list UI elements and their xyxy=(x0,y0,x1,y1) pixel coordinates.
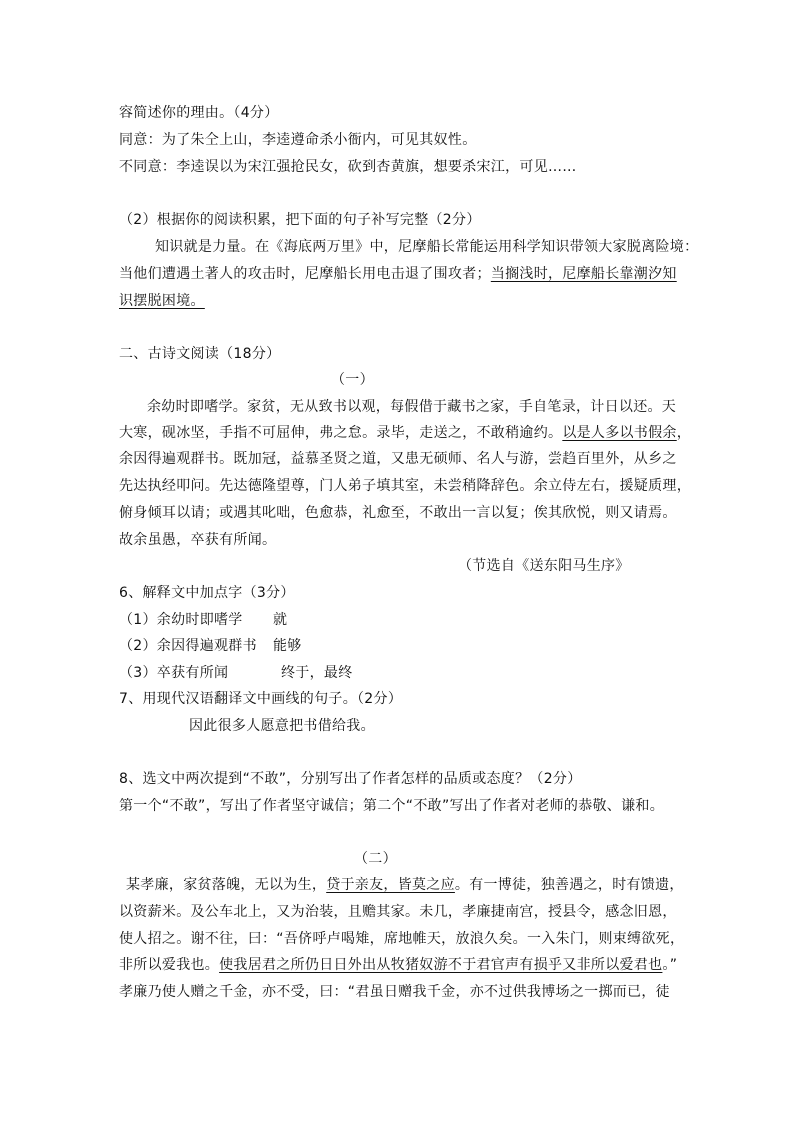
text1-line-1: 余幼时即嗜学。家贫，无从致书以观，每假借于藏书之家，手自笔录，计日以还。天 xyxy=(147,399,677,415)
q6-item-2-answer: 能够 xyxy=(273,638,302,654)
q6-item-2 xyxy=(119,637,257,655)
text1-line-4: 先达执经叩问。先达德隆望尊，门人弟子填其室，未尝稍降辞色。余立侍左右，援疑质理， xyxy=(119,478,691,494)
text2-line-2: 以资薪米。及公车北上，又为治装，且赡其家。未几，孝廉捷南宫，授县令，感念旧恩， xyxy=(119,904,677,920)
text1-line-5: 俯身倾耳以请；或遇其叱咄，色愈恭，礼愈至，不敢出一言以复；俟其欣悦，则又请焉。 xyxy=(119,505,677,521)
text2-l4-end: 。” xyxy=(662,957,678,973)
q-top-line-1: 容简述你的理由。（4分） xyxy=(119,105,279,121)
q6-item-3 xyxy=(119,664,228,682)
q6-item-1-question: （1）余幼时即嗜学 xyxy=(119,612,243,628)
q2-heading: （2）根据你的阅读积累，把下面的句子补写完整（2分） xyxy=(119,212,481,228)
text2-line-5: 孝廉乃使人赠之千金，亦不受，曰：“君虽日赠我千金，亦不过供我博场之一掷而已，徒 xyxy=(119,984,670,1000)
q8-answer: 第一个“不敢”，写出了作者坚守诚信；第二个“不敢”写出了作者对老师的恭敬、谦和。 xyxy=(119,798,665,814)
text1-l2-end: ， xyxy=(676,425,692,441)
q2-p2-underlined: 当搁浅时，尼摩船长靠潮汐知 xyxy=(490,266,677,282)
text1-line-6: 故余虽愚，卒获有所闻。 xyxy=(119,532,277,548)
text2-l4-plain: 非所以爱我也。 xyxy=(119,957,220,973)
text1-l2-underlined: 以是人多以书假余 xyxy=(562,425,677,441)
q6-heading: 6、解释文中加点字（3分） xyxy=(119,585,295,601)
q6-item-3-question: （3）卒获有所闻 xyxy=(119,665,229,681)
q6-item-1 xyxy=(119,611,243,629)
q2-p2-plain: 当他们遭遇土著人的攻击时，尼摩船长用电击退了围攻者； xyxy=(119,266,491,282)
text1-line-3: 余因得遍观群书。既加冠，益慕圣贤之道，又患无硕师、名人与游，尝趋百里外，从乡之 xyxy=(119,451,677,467)
text2-l1-underlined: 贷于亲友，皆莫之应 xyxy=(326,877,455,893)
q6-item-2-question: （2）余因得遍观群书 xyxy=(119,638,257,654)
text1-source: （节选自《送东阳马生序》 xyxy=(458,558,630,574)
subsection-1-title: （一） xyxy=(331,372,374,388)
section-2-heading: 二、古诗文阅读（18分） xyxy=(119,346,281,362)
q2-paragraph-1: 知识就是力量。在《海底两万里》中，尼摩船长常能运用科学知识带领大家脱离险境： xyxy=(155,239,699,255)
text2-line-3: 使人招之。谢不往，曰：“吾侪呼卢喝雉，席地帷天，放浪久矣。一入朱门，则束缚欲死， xyxy=(119,931,685,947)
q7-heading: 7、用现代汉语翻译文中画线的句子。（2分） xyxy=(119,691,403,707)
text2-l1-end: 。有一博徒，独善遇之，时有馈遗， xyxy=(454,877,684,893)
text2-line-1 xyxy=(126,876,684,894)
text2-l1-plain: 某孝廉，家贫落魄，无以为生， xyxy=(126,877,327,893)
q-top-line-2: 同意：为了朱仝上山，李逵遵命杀小衙内，可见其奴性。 xyxy=(119,132,477,148)
q7-answer: 因此很多人愿意把书借给我。 xyxy=(189,718,375,734)
q2-paragraph-3 xyxy=(119,292,205,310)
q2-paragraph-2 xyxy=(119,265,677,283)
q6-item-3-answer: 终于，最终 xyxy=(281,665,353,681)
q2-p3-underlined: 识摆脱困境。 xyxy=(119,293,205,309)
subsection-2-title: （二） xyxy=(354,851,397,867)
q6-item-1-answer: 就 xyxy=(273,612,288,628)
text1-l2-plain: 大寒，砚冰坚，手指不可屈伸，弗之怠。录毕，走送之，不敢稍逾约。 xyxy=(119,425,563,441)
q-top-line-3: 不同意：李逵误以为宋江强抢民女，砍到杏黄旗，想要杀宋江，可见…… xyxy=(119,159,577,175)
text2-l4-underlined: 使我居君之所仍日日外出从牧猪奴游不于君官声有损乎又非所以爱君也 xyxy=(219,957,663,973)
text1-line-2 xyxy=(119,424,691,442)
q8-heading: 8、选文中两次提到“不敢”，分别写出了作者怎样的品质或态度？（2分） xyxy=(119,771,582,787)
text2-line-4 xyxy=(119,956,677,974)
